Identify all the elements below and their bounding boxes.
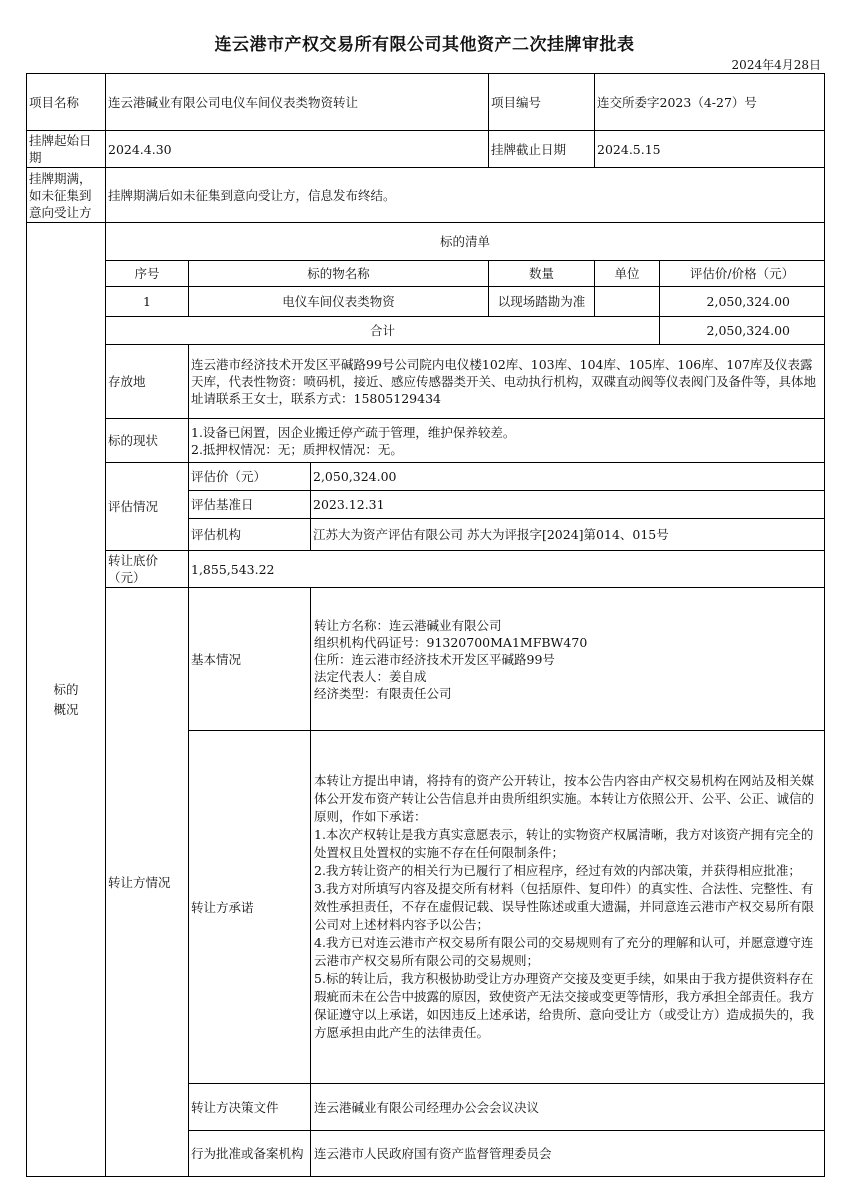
eval-price-value: 2,050,324.00: [311, 463, 825, 491]
basic-line: 转让方名称：连云港碱业有限公司: [314, 617, 502, 633]
status-value: [189, 419, 825, 463]
status-label: 标的现状: [106, 419, 189, 463]
project-row: [27, 74, 825, 131]
project-name-label: 项目名称: [27, 74, 106, 131]
status-line: 1.设备已闲置，因企业搬迁停产疏于管理，维护保养较差。: [191, 424, 516, 440]
overview-label-cell: [27, 223, 106, 1177]
start-date-value: 2024.4.30: [106, 131, 489, 168]
commit-line: 2.我方转让资产的相关行为已履行了相应程序，经过有效的内部决策，并获得相应批准；: [314, 863, 801, 878]
decision-label: 转让方决策文件: [189, 1084, 311, 1131]
overview-label: 标的概况: [53, 681, 79, 717]
expiry-value: 挂牌期满后如未征集到意向受让方，信息发布终结。: [106, 168, 825, 223]
status-row: [27, 419, 825, 463]
commit-line: 本转让方提出申请，将持有的资产公开转让，按本公告内容由产权交易机构在网站及相关媒体公开发布资产转让公告信息并由贵所组织实施。本转让方依照公开、公平、公正、诚信的原则，作如下承诺：: [314, 773, 815, 824]
basic-value: [311, 588, 825, 731]
commit-line: 1.本次产权转让是我方真实意愿表示，转让的实物资产权属清晰，我方对该资产拥有完全的处置权且处置权的实施不存在任何限制条件；: [314, 827, 814, 860]
list-row-price: 2,050,324.00: [660, 287, 825, 317]
list-row: [27, 287, 825, 317]
end-date-value: 2024.5.15: [595, 131, 825, 168]
eval-org-value: 江苏大为资产评估有限公司 苏大为评报字[2024]第014、015号: [311, 519, 825, 551]
end-date-label: 挂牌截止日期: [489, 131, 595, 168]
total-value: 2,050,324.00: [660, 317, 825, 345]
approval-table: [26, 73, 825, 1177]
document-date: 2024年4月28日: [731, 58, 821, 72]
decision-value: 连云港碱业有限公司经理办公会会议决议: [311, 1084, 825, 1131]
commit-value: [311, 731, 825, 1084]
document-title: 连云港市产权交易所有限公司其他资产二次挂牌审批表: [214, 35, 635, 55]
eval-price-row: [27, 463, 825, 491]
basic-label: 基本情况: [189, 588, 311, 731]
basic-line: 住所：连云港市经济技术开发区平碱路99号: [314, 651, 555, 667]
project-name-value: 连云港碱业有限公司电仪车间仪表类物资转让: [106, 74, 489, 131]
status-line: 2.抵押权情况：无；质押权情况：无。: [191, 441, 403, 457]
basic-line: 经济类型：有限责任公司: [314, 685, 452, 701]
approval-value: 连云港市人民政府国有资产监督管理委员会: [311, 1131, 825, 1177]
date-row: [27, 131, 825, 168]
list-header-unit: 单位: [595, 261, 660, 287]
location-value: 连云港市经济技术开发区平碱路99号公司院内电仪楼102库、103库、104库、105库、106库、107库及仪表露天库，代表性物资：喷码机，接近、感应传感器类开关、电动执行机构，双碟直动阀等仪表阀门及备件等，具体地址请联系王女士，联系方式：15805129434: [189, 345, 825, 419]
start-date-label: 挂牌起始日期: [27, 131, 106, 168]
reserve-row: [27, 551, 825, 588]
eval-price-label: 评估价（元）: [189, 463, 311, 491]
basic-row: [27, 588, 825, 731]
list-title: 标的清单: [106, 223, 825, 261]
basic-line: 法定代表人：姜自成: [314, 668, 427, 684]
project-no-label: 项目编号: [489, 74, 595, 131]
project-no-value: 连交所委字2023（4-27）号: [595, 74, 825, 131]
location-label: 存放地: [106, 345, 189, 419]
basic-line: 组织机构代码证号：91320700MA1MFBW470: [314, 634, 588, 650]
expiry-row: [27, 168, 825, 223]
total-label: 合计: [106, 317, 660, 345]
reserve-label: 转让底价（元）: [106, 551, 189, 588]
list-row-no: 1: [106, 287, 189, 317]
commit-line: 4.我方已对连云港市产权交易所有限公司的交易规则有了充分的理解和认可，并愿意遵守连云港市产权交易所有限公司的交易规则；: [314, 935, 814, 968]
eval-org-label: 评估机构: [189, 519, 311, 551]
list-header-qty: 数量: [489, 261, 595, 287]
total-row: [27, 317, 825, 345]
approval-label: 行为批准或备案机构: [189, 1131, 311, 1177]
commit-line: 5.标的转让后，我方积极协助受让方办理资产交接及变更手续，如果由于我方提供资料存在瑕疵而未在公告中披露的原因，致使资产无法交接或变更等情形，我方承担全部责任。我方保证遵守以上承诺，如因违反上述承诺，给贵所、意向受让方（或受让方）造成损失的，我方愿承担由此产生的法律责任。: [314, 971, 815, 1040]
list-row-qty: 以现场踏勘为准: [489, 287, 595, 317]
reserve-value: 1,855,543.22: [189, 551, 825, 588]
list-header-name: 标的物名称: [189, 261, 489, 287]
eval-date-label: 评估基准日: [189, 491, 311, 519]
expiry-label: 挂牌期满，如未征集到意向受让方: [27, 168, 106, 223]
list-row-name: 电仪车间仪表类物资: [189, 287, 489, 317]
eval-label: 评估情况: [106, 463, 189, 551]
list-header-no: 序号: [106, 261, 189, 287]
commit-line: 3.我方对所填写内容及提交所有材料（包括原件、复印件）的真实性、合法性、完整性、有效性承担责任，不存在虚假记载、误导性陈述或重大遗漏，并同意连云港市产权交易所有限公司对上述材料内容予以公告；: [314, 881, 815, 932]
list-header-price: 评估价/价格（元）: [660, 261, 825, 287]
list-header-row: [27, 261, 825, 287]
list-row-unit: [595, 287, 660, 317]
list-title-row: [27, 223, 825, 261]
commit-label: 转让方承诺: [189, 731, 311, 1084]
transferor-label: 转让方情况: [106, 588, 189, 1177]
location-row: [27, 345, 825, 419]
eval-date-value: 2023.12.31: [311, 491, 825, 519]
